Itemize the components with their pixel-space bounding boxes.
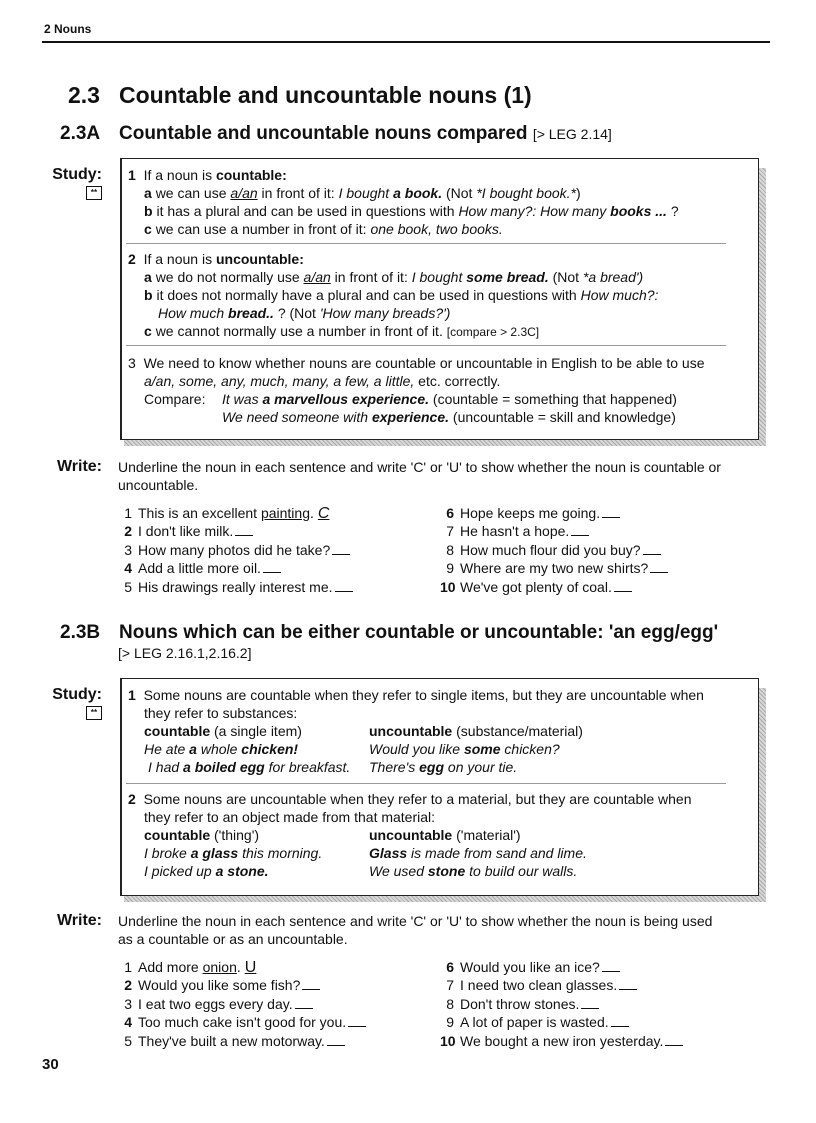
exercise-item: 8 Don't throw stones. [440, 995, 599, 1013]
exercise-b-left [118, 958, 418, 1054]
header-rule [42, 41, 770, 43]
study-a-p1-b: b it has a plural and can be used in questions with How many?: How many books ... ? [144, 203, 679, 219]
answer-blank[interactable] [602, 505, 620, 518]
study-b-p1-line1: 1 Some nouns are countable when they refer to single items, but they are uncountable when [128, 687, 704, 703]
study-b-p2-r1-left: I broke a glass this morning. [144, 845, 323, 861]
study-b-p2-r2-left: I picked up a stone. [144, 863, 269, 879]
study-a-p2-a: a we do not normally use a/an in front of it: I bought some bread. (Not *a bread') [144, 269, 644, 285]
section-a-write-label: Write: [56, 458, 102, 475]
para-divider [126, 243, 726, 244]
study-b-p1-r2-right: There's egg on your tie. [369, 759, 518, 775]
section-a-instruction-1: Underline the noun in each sentence and write 'C' or 'U' to show whether the noun is countable or [118, 459, 721, 475]
exercise-item: 9 Where are my two new shirts? [440, 559, 668, 577]
exercise-item: 5 They've built a new motorway. [118, 1032, 345, 1050]
exercise-a-right [440, 504, 760, 600]
study-b-p2-line2: they refer to an object made from that material: [144, 809, 436, 825]
exercise-item: 2 I don't like milk. [118, 522, 253, 540]
para-number: 1 [128, 167, 136, 183]
section-b-write-label: Write: [56, 912, 102, 929]
study-a-p1-a: a we can use a/an in front of it: I bought a book. (Not *I bought book.*) [144, 185, 581, 201]
text-bold: countable: [215, 167, 287, 183]
answer-blank[interactable] [332, 542, 350, 555]
answer-blank[interactable] [581, 996, 599, 1009]
exercise-item: 9 A lot of paper is wasted. [440, 1013, 629, 1031]
section-b-instruction-2: as a countable or as an uncountable. [118, 931, 348, 947]
text: If a noun is [143, 167, 216, 183]
answer-blank[interactable] [302, 977, 320, 990]
answer-blank[interactable] [335, 579, 353, 592]
box-shadow-right [758, 688, 766, 896]
exercise-item: 2 Would you like some fish? [118, 976, 320, 994]
section-a-number: 2.3A [60, 123, 101, 144]
exercise-a-left [118, 504, 418, 600]
answer-blank[interactable] [602, 959, 620, 972]
answer-blank[interactable] [665, 1033, 683, 1046]
study-b-p2-r1-right: Glass is made from sand and lime. [369, 845, 587, 861]
exercise-item: 7 I need two clean glasses. [440, 976, 637, 994]
study-a-p2-intro: 2 If a noun is uncountable: [128, 251, 304, 267]
exercise-item: 3 How many photos did he take? [118, 541, 350, 559]
difficulty-stars-icon: ** [86, 186, 102, 200]
study-a-p2-c: c we cannot normally use a number in front of it. [compare > 2.3C] [144, 323, 540, 339]
exercise-item: 10 We bought a new iron yesterday. [440, 1032, 683, 1050]
exercise-item: 10 We've got plenty of coal. [440, 578, 632, 596]
difficulty-stars-icon: ** [86, 706, 102, 720]
answer-blank[interactable] [571, 523, 589, 536]
running-header: 2 Nouns [44, 22, 92, 36]
study-b-p1-r2-left: I had a boiled egg for breakfast. [148, 759, 351, 775]
section-a-instruction-2: uncountable. [118, 477, 199, 493]
section-a-ref: [> LEG 2.14] [532, 126, 612, 142]
answer-blank[interactable] [619, 977, 637, 990]
page-number: 30 [42, 1056, 59, 1073]
section-b-title: Nouns which can be either countable or uncountable: 'an egg/egg' [119, 622, 719, 643]
study-a-p2-b-cont: How much bread.. ? (Not 'How many breads?') [158, 305, 451, 321]
study-b-p2-r2-right: We used stone to build our walls. [369, 863, 578, 879]
study-b-p2-head-right: uncountable ('material') [369, 827, 521, 843]
answer-blank[interactable] [614, 579, 632, 592]
study-a-p3-line2: a/an, some, any, much, many, a few, a little, etc. correctly. [144, 373, 501, 389]
study-a-p1-c: c we can use a number in front of it: one book, two books. [144, 221, 503, 237]
exercise-item: 5 His drawings really interest me. [118, 578, 353, 596]
answer-blank[interactable] [235, 523, 253, 536]
study-box-b [120, 678, 759, 896]
para-divider [126, 345, 726, 346]
exercise-item: 4 Add a little more oil. [118, 559, 281, 577]
exercise-item: 1 Add more onion. U [124, 959, 257, 976]
study-a-p3-ex2: We need someone with experience. (uncountable = skill and knowledge) [222, 409, 676, 425]
study-a-p3-ex1: It was a marvellous experience. (countable = something that happened) [222, 391, 677, 407]
study-b-p1-line2: they refer to substances: [144, 705, 298, 721]
study-b-p1-head-left: countable (a single item) [144, 723, 302, 739]
answer-blank[interactable] [327, 1033, 345, 1046]
study-b-p2-line1: 2 Some nouns are uncountable when they refer to a material, but they are countable when [128, 791, 692, 807]
section-a-title-text: Countable and uncountable nouns compared [119, 123, 528, 144]
answer-blank[interactable] [348, 1014, 366, 1027]
study-b-p1-r1-right: Would you like some chicken? [369, 741, 560, 757]
study-a-p3-compare-label: Compare: [144, 391, 206, 407]
study-b-p1-r1-left: He ate a whole chicken! [144, 741, 299, 757]
box-shadow-right [758, 168, 766, 440]
study-a-p2-b: b it does not normally have a plural and can be used in questions with How much?: [144, 287, 659, 303]
exercise-b-right [440, 958, 760, 1054]
section-b-study-label: Study: [52, 686, 102, 703]
exercise-item: 3 I eat two eggs every day. [118, 995, 313, 1013]
study-b-p1-head-right: uncountable (substance/material) [369, 723, 583, 739]
section-b-instruction-1: Underline the noun in each sentence and write 'C' or 'U' to show whether the noun is being used [118, 913, 713, 929]
exercise-item: 4 Too much cake isn't good for you. [118, 1013, 366, 1031]
para-divider [126, 783, 726, 784]
answer-blank[interactable] [650, 560, 668, 573]
study-a-p3-line1: 3 We need to know whether nouns are countable or uncountable in English to be able to use [128, 355, 705, 371]
answer-blank[interactable] [643, 542, 661, 555]
section-a-study-label: Study: [52, 166, 102, 183]
unit-title: Countable and uncountable nouns (1) [119, 82, 532, 108]
study-b-p2-head-left: countable ('thing') [144, 827, 260, 843]
exercise-item: 7 He hasn't a hope. [440, 522, 589, 540]
section-b-number: 2.3B [60, 622, 101, 643]
section-b-ref: [> LEG 2.16.1,2.16.2] [118, 645, 252, 661]
exercise-item: 6 Would you like an ice? [440, 958, 620, 976]
exercise-item: 1 This is an excellent painting. C [124, 505, 330, 522]
answer-field[interactable]: C [317, 505, 330, 522]
answer-field[interactable]: U [244, 959, 257, 976]
answer-blank[interactable] [295, 996, 313, 1009]
answer-blank[interactable] [611, 1014, 629, 1027]
exercise-item: 6 Hope keeps me going. [440, 504, 620, 522]
study-box-a [120, 158, 759, 440]
answer-blank[interactable] [263, 560, 281, 573]
unit-number: 2.3 [68, 82, 100, 108]
study-a-p1-intro [128, 167, 287, 184]
exercise-item: 8 How much flour did you buy? [440, 541, 661, 559]
section-a-title [119, 123, 612, 145]
